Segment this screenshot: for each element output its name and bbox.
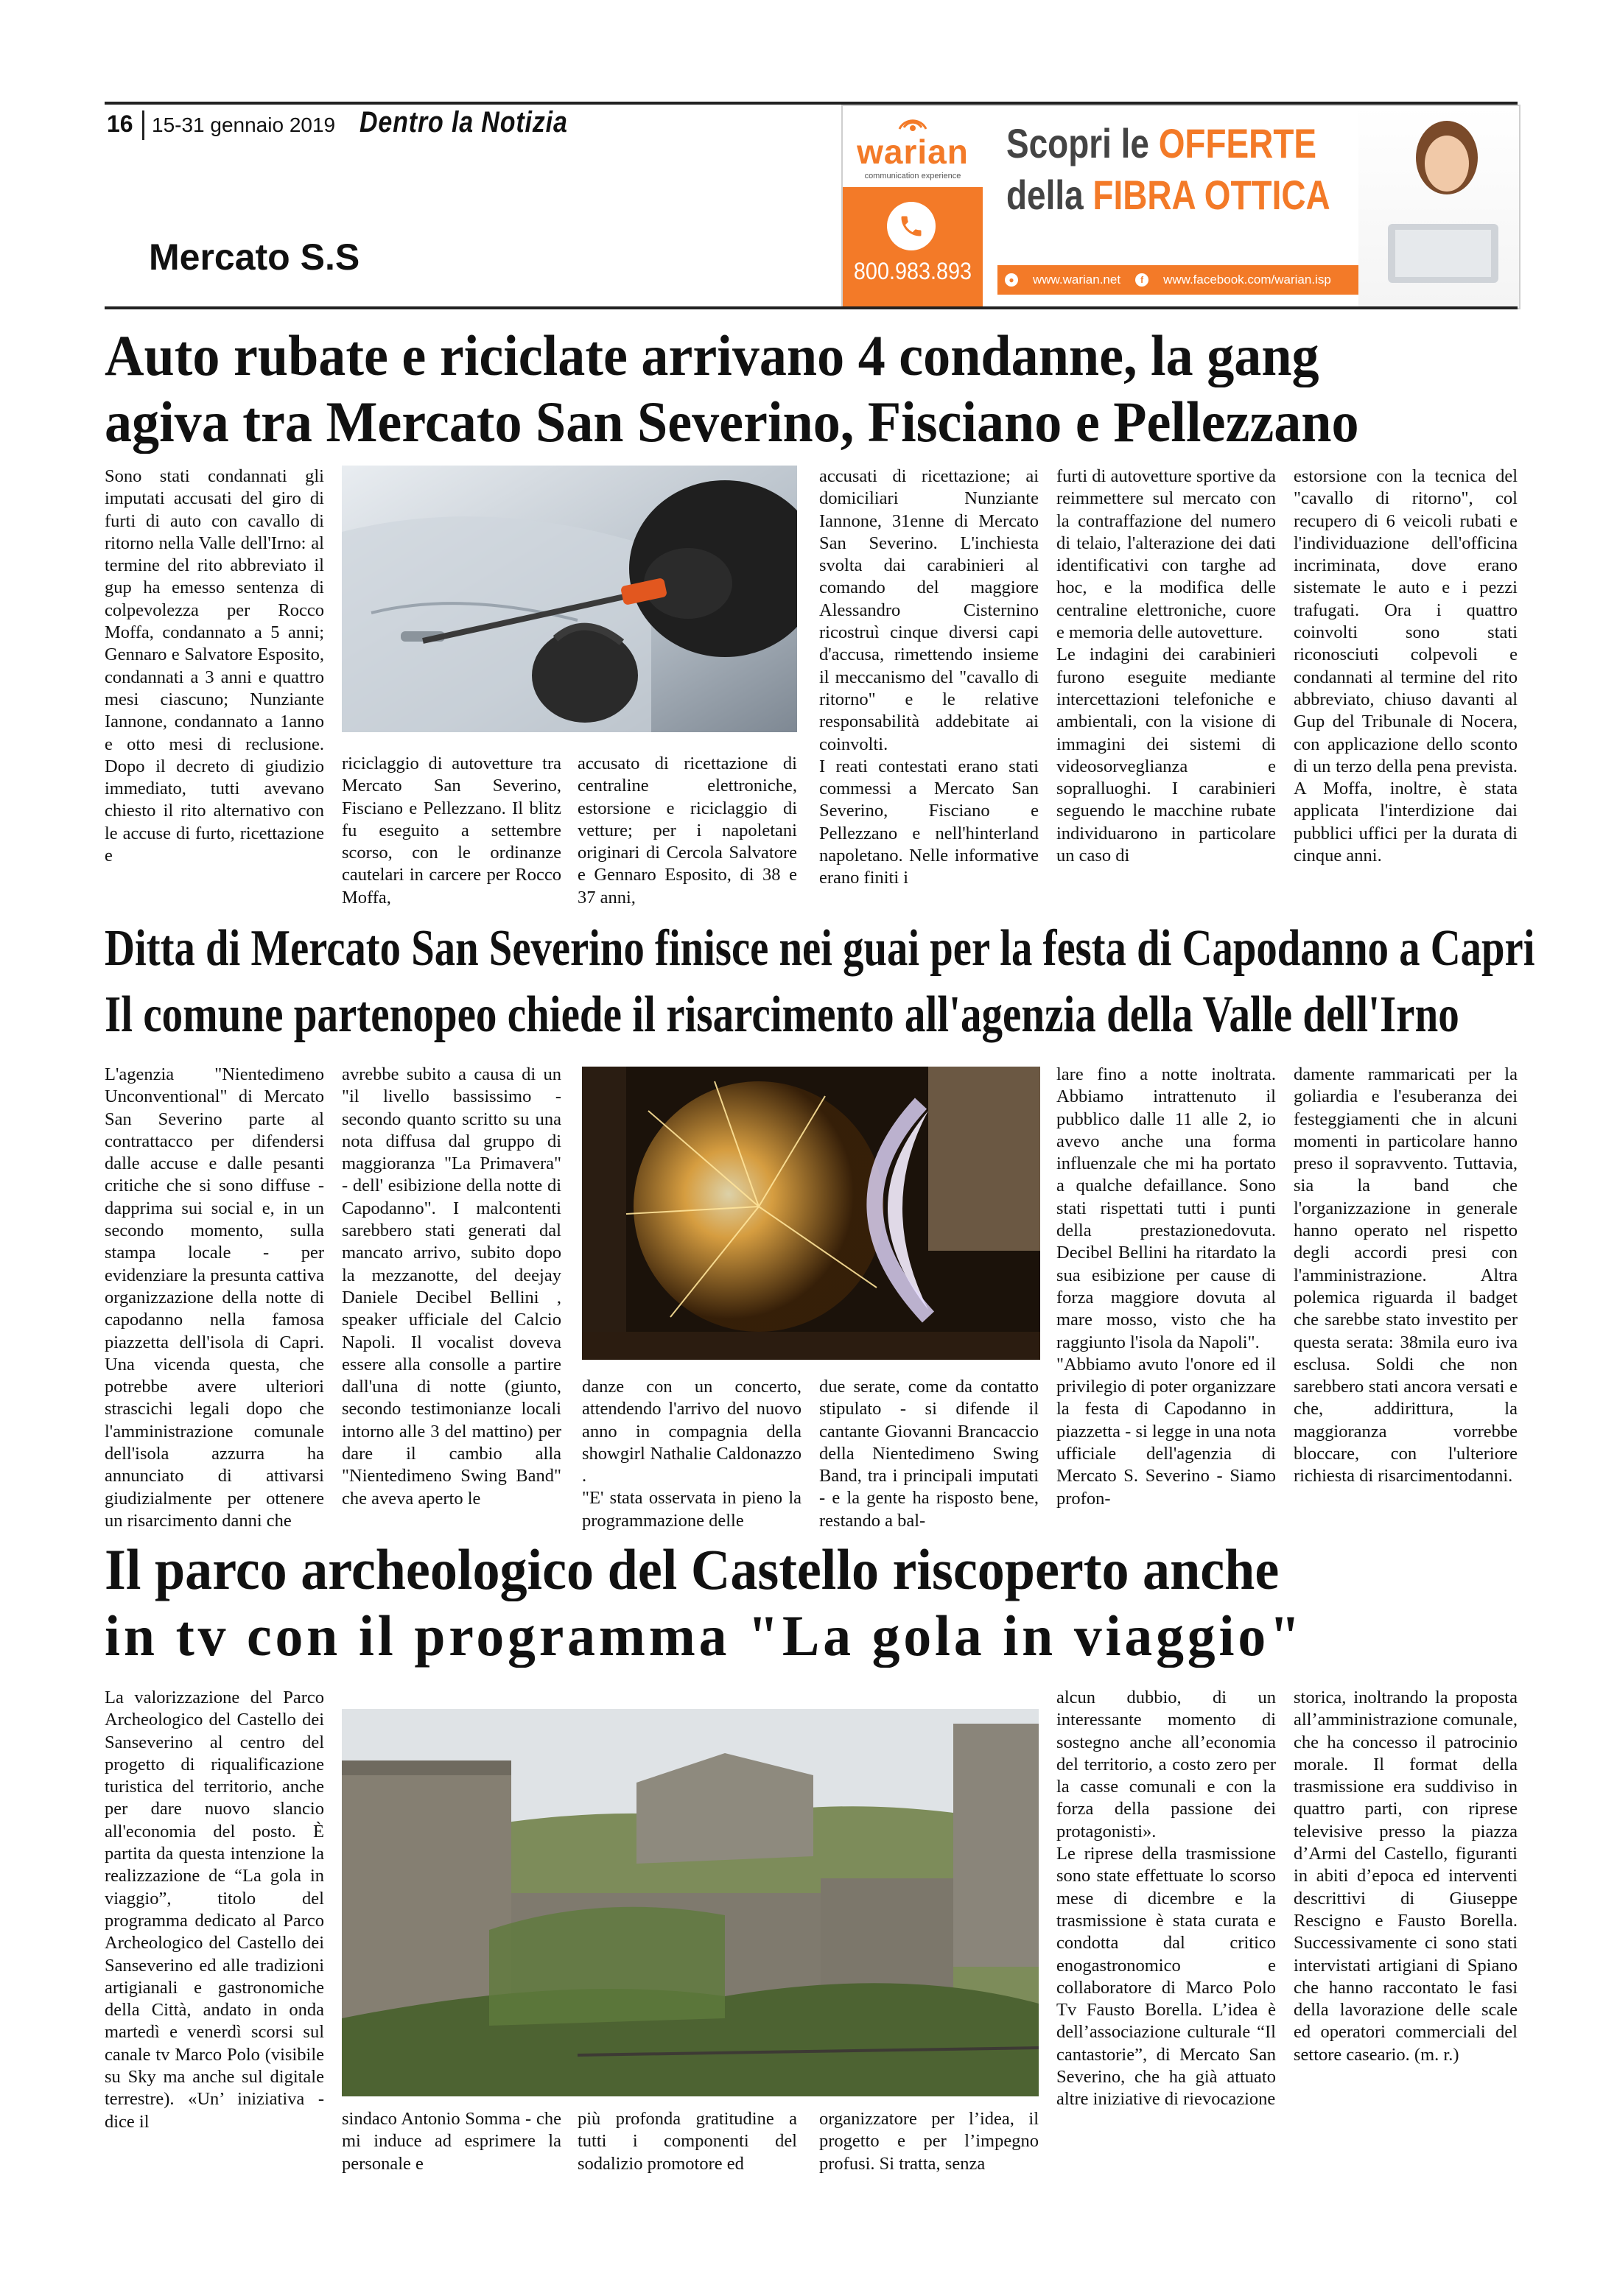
ad-website: www.warian.net [1033, 273, 1121, 287]
article3-column-6: storica, inoltrando la proposta all’amministrazione comunale, che ha concesso il patrocinio morale. Il format della trasmissione era suddiviso in quattro parti, con riprese televisive presso la piazza d’Armi del Castello, figuranti in abiti d’epoca ed interventi descrittivi di Giuseppe Rescigno e Fausto Borella. Successivamente ci sono stati intervistati artigiani di Spiano che hanno raccontato le fasi della lavorazione delle scale ed operatori commerciali del settore caseario. (m. r.) [1294, 1688, 1518, 2065]
article1-headline-line2: agiva tra Mercato San Severino, Fisciano e Pellezzano [105, 390, 1359, 454]
article1-headline-line1: Auto rubate e riciclate arrivano 4 condanne, la gang [105, 323, 1319, 387]
ad-line2-highlight: FIBRA OTTICA [1092, 172, 1330, 218]
article2-column-6: damente rammaricati per la goliardia e l'esuberanza dei festeggiamenti che in alcuni momenti in particolare hanno preso il sopravvento. Tuttavia, sia la band che l'organizzazione in generale hanno operato nel rispetto degli accordi presi con l'amministrazione. Altra polemica riguarda il badget che sarebbe stato investito per questa serata: 38mila euro iva esclusa. Soldi che non sarebbero stati ancora versati e che, addirittura, la maggioranza vorrebbe bloccare, con l'ulteriore richiesta di risarcimentodanni. [1294, 1064, 1518, 1486]
newspaper-name: Dentro la Notizia [359, 106, 568, 138]
phone-icon [887, 202, 936, 250]
article3-column-3: più profonda gratitudine a tutti i componenti del sodalizio promotore ed [578, 2109, 797, 2174]
facebook-icon: f [1135, 273, 1148, 287]
ad-headline [1006, 119, 1353, 237]
article2-column-3: danze con un concerto, attendendo l'arrivo del nuovo anno in compagnia della showgirl Nathalie Caldonazzo . "E' stata osservata in pieno la programmazione delle [582, 1377, 802, 1531]
article3-headline-line1: Il parco archeologico del Castello riscoperto anche [105, 1537, 1280, 1601]
article2-column-1: L'agenzia "Nientedimeno Unconventional" di Mercato San Severino parte al contrattacco per difendersi dalle accuse e dalle pesanti critiche che si sono diffuse - dapprima sui social e, in un secondo momento, sulla stampa locale - per evidenziare la presunta cattiva organizzazione della notte di capodanno nella famosa piazzetta dell'isola di Capri. Una vicenda questa, che potrebbe avere ulteriori strascichi legali dopo che l'amministrazione comunale dell'isola azzurra ha annunciato di attivarsi giudizialmente per ottenere un risarcimento danni che [105, 1064, 324, 1531]
page-separator [142, 110, 144, 140]
article1-column-5: furti di autovetture sportive da reimmettere sul mercato con la contraffazione del numero di telaio, l'alterazione dei dati identificativi con targhe ad hoc, e la modifica delle centraline elettroniche, cuore e memoria delle autovetture. Le indagini dei carabinieri furono eseguite mediante intercettazioni telefoniche e ambientali, con la visione di immagini dei sistemi di videosorveglianza e sopralluoghi. I carabinieri seguendo le macchine rubate individuarono in particolare un caso di [1056, 466, 1276, 866]
antenna-icon [891, 113, 935, 132]
ad-line1-highlight: OFFERTE [1158, 120, 1317, 166]
page-number: 16 [107, 110, 133, 137]
ad-contact-bar [997, 265, 1366, 295]
article2-column-2: avrebbe subito a causa di un "il livello bassissimo - secondo quanto scritto su una nota diffusa dal gruppo di maggioranza "La Primavera" - dell' esibizione della notte di Capodanno". I malcontenti sarebbero stati generati dal mancato arrivo, subito dopo la mezzanotte, del deejay Daniele Decibel Bellini , speaker ufficiale del Calcio Napoli. Il vocalist doveva essere alla consolle a partire dall'una di notte (giunto, secondo testimonianze locali intorno alle 3 del mattino) per dare il cambio alla "Nientedimeno Swing Band" che aveva aperto le [342, 1064, 561, 1509]
ad-woman-with-laptop-image [1358, 106, 1519, 308]
advertisement-banner[interactable] [841, 105, 1520, 309]
ad-line2: della [1006, 172, 1093, 218]
header-bottom-rule [105, 306, 1518, 309]
article1-column-2: riciclaggio di autovetture tra Mercato San Severino, Fisciano e Pellezzano. Il blitz fu eseguito a settembre scorso, con le ordinanze cautelari in carcere per Rocco Moffa, [342, 754, 561, 907]
article1-column-4: accusati di ricettazione; ai domiciliari Nunziante Iannone, 31enne di Mercato San Severino. L'inchiesta svolta dai carabinieri al comando del maggiore Alessandro Cisternino ricostruì cinque diversi capi d'accusa, rimettendo insieme il meccanismo del "cavallo di ritorno" e le relative responsabilità addebitate ai coinvolti. I reati contestati erano stati commessi a Mercato San Severino, Fisciano e Pellezzano e nell'hinterland napoletano. Nelle informative erano finiti i [819, 466, 1039, 888]
issue-date: 15-31 gennaio 2019 [152, 113, 336, 136]
ad-phone-number: 800.983.893 [853, 258, 972, 284]
ad-brand-tagline: communication experience [864, 172, 961, 180]
article2-fireworks-photo [582, 1067, 1040, 1360]
article3-column-2: sindaco Antonio Somma - che mi induce ad esprimere la personale e [342, 2109, 561, 2174]
article2-column-5: lare fino a notte inoltrata. Abbiamo intrattenuto il pubblico dalle 11 alle 2, io avevo anche una forma influenzale che mi ha portato a qualche defaillance. Sono stati rispettati tutti i punti della prestazionedovuta. Decibel Bellini ha ritardato la sua esibizione per cause di forza maggiore dovuta al mare mosso, visto che ha raggiunto l'isola da Napoli". "Abbiamo avuto l'onore ed il privilegio di poter organizzare la festa di Capodanno in piazzetta - si legge in una nota ufficiale dell'agenzia di Mercato S. Severino - Siamo profon- [1056, 1064, 1276, 1509]
article3-column-4: organizzatore per l’idea, il progetto e per l’impegno profusi. Si tratta, senza [819, 2109, 1039, 2174]
section-title: Mercato S.S [149, 236, 360, 278]
article1-car-thief-photo [342, 466, 797, 732]
ad-brand-name: warian [857, 133, 969, 171]
article3-castle-photo [342, 1709, 1039, 2096]
ad-line1: Scopri le [1006, 120, 1159, 166]
ad-logo [843, 106, 983, 187]
ad-facebook: www.facebook.com/warian.isp [1163, 273, 1331, 287]
article2-column-4: due serate, come da contatto stipulato - si difende il cantante Giovanni Brancaccio della Nientedimeno Swing Band, tra i principali imputati - e la gente ha risposto bene, restando a bal- [819, 1377, 1039, 1531]
article2-headline-line1: Ditta di Mercato San Severino finisce nei guai per la festa di Capodanno a Capri [105, 920, 1535, 977]
article3-headline-line2: in tv con il programma "La gola in viaggio" [105, 1604, 1304, 1668]
article3-column-1: La valorizzazione del Parco Archeologico del Castello dei Sanseverino al centro del progetto di riqualificazione turistica del territorio, anche per dare nuovo slancio all'economia del posto. È partita da questa intenzione la realizzazione de “La gola in viaggio”, titolo del programma dedicato al Parco Archeologico del Castello dei Sanseverino ed alle tradizioni artigianali e gastronomiche della Città, andato in onda martedì e venerdì scorsi sul canale tv Marco Polo (visibile su Sky ma anche sul digitale terrestre). «Un’ iniziativa - dice il [105, 1688, 324, 2132]
article1-column-6: estorsione con la tecnica del "cavallo di ritorno", col recupero di 6 veicoli rubati e l'individuazione dell'officina incriminata, dove erano sistemate le auto e i pezzi trafugati. Ora i quattro coinvolti sono stati riconosciuti colpevoli e condannati al termine del rito abbreviato, chiuso davanti al Gup del Tribunale di Nocera, con applicazione dello sconto di un terzo della pena prevista. A Moffa, inoltre, è stata applicata l'interdizione dai pubblici uffici per la durata di cinque anni. [1294, 466, 1518, 866]
article1-column-1: Sono stati condannati gli imputati accusati del giro di furti di auto con cavallo di ritorno nella Valle dell'Irno: al termine del rito abbreviato il gup ha emesso sentenza di colpevolezza per Rocco Moffa, condannato a 5 anni; Gennaro e Salvatore Esposito, condannati a 3 anni e quattro mesi ciascuno; Nunziante Iannone, condannato a 1anno e otto mesi di reclusione. Dopo il decreto di giudizio immediato, tutti avevano chiesto il rito alternativo con le accuse di furto, ricettazione e [105, 466, 324, 866]
article3-column-5: alcun dubbio, di un interessante momento di sostegno anche all’economia del territorio, a costo zero per la casse comunali e con la forza della passione dei protagonisti». Le riprese della trasmissione sono state effettuate lo scorso mese di dicembre e la trasmissione è stata curata e condotta dal critico enogastronomico e collaboratore di Marco Polo Tv Fausto Borella. L’idea è dell’associazione culturale “Il cantastorie”, di Mercato San Severino, che ha già attuato altre iniziative di rievocazione [1056, 1688, 1276, 2110]
globe-icon: ● [1005, 273, 1018, 287]
article2-headline-line2: Il comune partenopeo chiede il risarcimento all'agenzia della Valle dell'Irno [105, 986, 1459, 1043]
article1-column-3: accusato di ricettazione di centraline elettroniche, estorsione e riciclaggio di vetture; per i napoletani originari di Cercola Salvatore e Gennaro Esposito, di 38 e 37 anni, [578, 754, 797, 907]
